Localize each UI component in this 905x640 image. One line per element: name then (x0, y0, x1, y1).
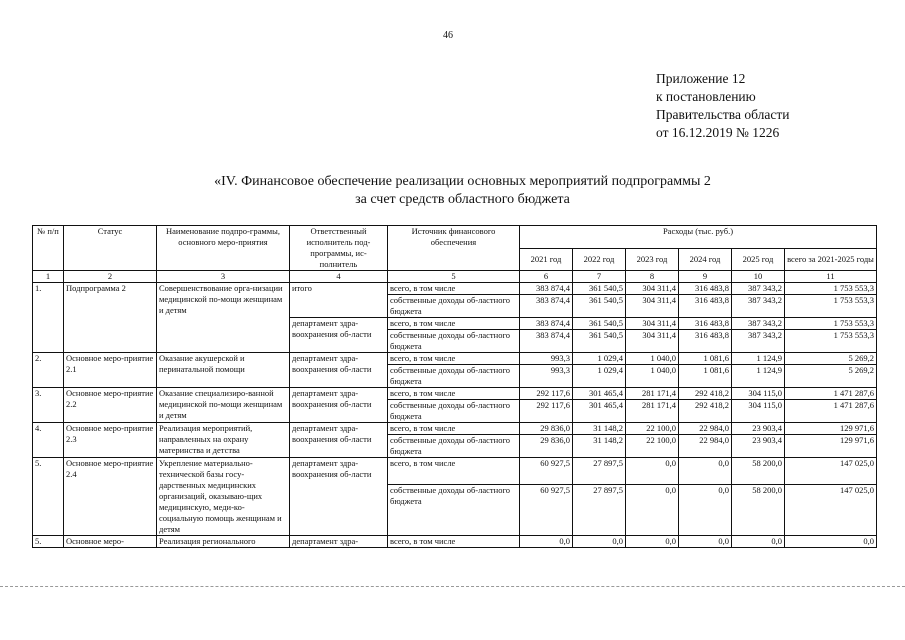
row-year-value: 301 465,4 (573, 400, 626, 423)
appendix-line: от 16.12.2019 № 1226 (656, 125, 780, 140)
row-year-value: 304 311,4 (626, 318, 679, 330)
header-expenses: Расходы (тыс. руб.) (520, 226, 877, 249)
table-row (33, 283, 877, 295)
row-number: 4. (33, 423, 64, 458)
header-num: № п/п (33, 226, 64, 271)
row-total-value: 129 971,6 (785, 423, 877, 435)
row-year-value: 304 115,0 (732, 388, 785, 400)
row-year-value: 23 903,4 (732, 435, 785, 458)
row-year-value: 316 483,8 (679, 330, 732, 353)
row-number: 2. (33, 353, 64, 388)
row-year-value: 304 311,4 (626, 283, 679, 295)
column-number: 4 (290, 271, 388, 283)
column-number: 11 (785, 271, 877, 283)
row-year-value: 58 200,0 (732, 458, 785, 485)
row-year-value: 383 874,4 (520, 318, 573, 330)
title-line: за счет средств областного бюджета (355, 192, 570, 207)
row-year-value: 27 897,5 (573, 484, 626, 535)
header-source: Источник финансового обеспечения (388, 226, 520, 271)
row-executor: департамент здра-воохранения об-ласти (290, 318, 388, 353)
row-year-value: 0,0 (626, 458, 679, 485)
row-status: Подпрограмма 2 (64, 283, 157, 353)
column-number: 1 (33, 271, 64, 283)
row-funding-source: всего, в том числе (388, 318, 520, 330)
table-body (33, 283, 877, 548)
row-name: Совершенствование орга-низации медицинской по-мощи женщинам и детям (157, 283, 290, 353)
row-funding-source: собственные доходы об-ластного бюджета (388, 365, 520, 388)
row-year-value: 387 343,2 (732, 330, 785, 353)
header-year: 2022 год (573, 248, 626, 271)
row-year-value: 993,3 (520, 365, 573, 388)
column-number: 2 (64, 271, 157, 283)
row-year-value: 993,3 (520, 353, 573, 365)
row-executor: департамент здра-воохранения об-ласти (290, 458, 388, 536)
row-year-value: 29 836,0 (520, 423, 573, 435)
row-funding-source: всего, в том числе (388, 353, 520, 365)
header-year: 2021 год (520, 248, 573, 271)
row-year-value: 387 343,2 (732, 295, 785, 318)
row-name: Оказание акушерской и перинатальной помощи (157, 353, 290, 388)
row-year-value: 281 171,4 (626, 388, 679, 400)
row-status: Основное меро- (64, 536, 157, 548)
row-year-value: 0,0 (520, 536, 573, 548)
row-year-value: 1 124,9 (732, 365, 785, 388)
row-year-value: 292 117,6 (520, 400, 573, 423)
appendix-line: к постановлению (656, 89, 756, 104)
row-year-value: 304 115,0 (732, 400, 785, 423)
row-year-value: 292 418,2 (679, 388, 732, 400)
header-year: 2024 год (679, 248, 732, 271)
row-year-value: 22 984,0 (679, 435, 732, 458)
page-cut-line (0, 586, 905, 587)
row-total-value: 0,0 (785, 536, 877, 548)
row-status: Основное меро-приятие 2.2 (64, 388, 157, 423)
row-executor: департамент здра- (290, 536, 388, 548)
row-year-value: 1 081,6 (679, 353, 732, 365)
row-total-value: 147 025,0 (785, 458, 877, 485)
row-year-value: 29 836,0 (520, 435, 573, 458)
table-row (33, 536, 877, 548)
row-year-value: 0,0 (626, 536, 679, 548)
row-year-value: 0,0 (732, 536, 785, 548)
row-year-value: 387 343,2 (732, 283, 785, 295)
row-year-value: 361 540,5 (573, 318, 626, 330)
table-row (33, 458, 877, 485)
row-year-value: 1 040,0 (626, 353, 679, 365)
header-total: всего за 2021-2025 годы (785, 248, 877, 271)
row-total-value: 1 753 553,3 (785, 283, 877, 295)
section-title (0, 173, 905, 209)
row-funding-source: собственные доходы об-ластного бюджета (388, 435, 520, 458)
row-number: 3. (33, 388, 64, 423)
row-year-value: 27 897,5 (573, 458, 626, 485)
row-name: Укрепление материально-технической базы госу-дарственных медицинских организаций, оказываю-щих медицинскую, меди-ко-социальную помощь женщинам и детям (157, 458, 290, 536)
row-number: 5. (33, 536, 64, 548)
row-year-value: 301 465,4 (573, 388, 626, 400)
row-year-value: 383 874,4 (520, 330, 573, 353)
row-year-value: 1 029,4 (573, 365, 626, 388)
row-year-value: 0,0 (679, 458, 732, 485)
row-year-value: 292 418,2 (679, 400, 732, 423)
row-year-value: 0,0 (626, 484, 679, 535)
row-year-value: 23 903,4 (732, 423, 785, 435)
row-year-value: 1 040,0 (626, 365, 679, 388)
row-year-value: 60 927,5 (520, 458, 573, 485)
appendix-line: Приложение 12 (656, 71, 746, 86)
row-funding-source: собственные доходы об-ластного бюджета (388, 400, 520, 423)
row-total-value: 147 025,0 (785, 484, 877, 535)
row-total-value: 5 269,2 (785, 353, 877, 365)
row-name: Оказание специализиро-ванной медицинской по-мощи женщинам и детям (157, 388, 290, 423)
row-year-value: 383 874,4 (520, 295, 573, 318)
column-number: 9 (679, 271, 732, 283)
row-year-value: 0,0 (679, 536, 732, 548)
row-executor: итого (290, 283, 388, 318)
row-number: 5. (33, 458, 64, 536)
row-year-value: 60 927,5 (520, 484, 573, 535)
row-year-value: 1 029,4 (573, 353, 626, 365)
row-year-value: 316 483,8 (679, 283, 732, 295)
row-year-value: 361 540,5 (573, 283, 626, 295)
row-executor: департамент здра-воохранения об-ласти (290, 353, 388, 388)
row-name: Реализация мероприятий, направленных на охрану материнства и детства (157, 423, 290, 458)
appendix-line: Правительства области (656, 107, 790, 122)
row-year-value: 22 984,0 (679, 423, 732, 435)
row-total-value: 5 269,2 (785, 365, 877, 388)
row-year-value: 304 311,4 (626, 295, 679, 318)
header-row (33, 226, 877, 249)
row-executor: департамент здра-воохранения об-ласти (290, 423, 388, 458)
row-funding-source: всего, в том числе (388, 536, 520, 548)
row-status: Основное меро-приятие 2.3 (64, 423, 157, 458)
row-year-value: 31 148,2 (573, 423, 626, 435)
row-total-value: 1 471 287,6 (785, 400, 877, 423)
header-name: Наименование подпро-граммы, основного меро-приятия (157, 226, 290, 271)
row-funding-source: всего, в том числе (388, 388, 520, 400)
header-year: 2023 год (626, 248, 679, 271)
row-year-value: 31 148,2 (573, 435, 626, 458)
column-number: 8 (626, 271, 679, 283)
table-row (33, 353, 877, 365)
row-total-value: 1 471 287,6 (785, 388, 877, 400)
column-number-row (33, 271, 877, 283)
row-year-value: 387 343,2 (732, 318, 785, 330)
row-name: Реализация регионального (157, 536, 290, 548)
column-number: 5 (388, 271, 520, 283)
row-funding-source: всего, в том числе (388, 458, 520, 485)
header-executor: Ответственный исполнитель под-программы, ис-полнитель (290, 226, 388, 271)
row-year-value: 316 483,8 (679, 318, 732, 330)
page-number: 46 (443, 30, 453, 41)
row-number: 1. (33, 283, 64, 353)
row-year-value: 316 483,8 (679, 295, 732, 318)
row-year-value: 304 311,4 (626, 330, 679, 353)
row-funding-source: собственные доходы об-ластного бюджета (388, 484, 520, 535)
row-year-value: 58 200,0 (732, 484, 785, 535)
table-row (33, 388, 877, 400)
row-funding-source: всего, в том числе (388, 423, 520, 435)
row-total-value: 129 971,6 (785, 435, 877, 458)
row-executor: департамент здра-воохранения об-ласти (290, 388, 388, 423)
row-year-value: 22 100,0 (626, 435, 679, 458)
title-line: «IV. Финансовое обеспечение реализации основных мероприятий подпрограммы 2 (214, 174, 711, 189)
appendix-block (656, 70, 789, 142)
header-year: 2025 год (732, 248, 785, 271)
row-year-value: 22 100,0 (626, 423, 679, 435)
row-year-value: 1 124,9 (732, 353, 785, 365)
row-year-value: 0,0 (679, 484, 732, 535)
row-total-value: 1 753 553,3 (785, 330, 877, 353)
row-year-value: 361 540,5 (573, 330, 626, 353)
header-status: Статус (64, 226, 157, 271)
row-funding-source: собственные доходы об-ластного бюджета (388, 330, 520, 353)
row-total-value: 1 753 553,3 (785, 295, 877, 318)
row-year-value: 292 117,6 (520, 388, 573, 400)
table-row (33, 423, 877, 435)
row-year-value: 281 171,4 (626, 400, 679, 423)
row-year-value: 383 874,4 (520, 283, 573, 295)
column-number: 7 (573, 271, 626, 283)
row-total-value: 1 753 553,3 (785, 318, 877, 330)
row-year-value: 1 081,6 (679, 365, 732, 388)
finance-table (32, 225, 877, 548)
row-status: Основное меро-приятие 2.1 (64, 353, 157, 388)
column-number: 3 (157, 271, 290, 283)
row-funding-source: собственные доходы об-ластного бюджета (388, 295, 520, 318)
row-status: Основное меро-приятие 2.4 (64, 458, 157, 536)
row-year-value: 0,0 (573, 536, 626, 548)
column-number: 10 (732, 271, 785, 283)
row-year-value: 361 540,5 (573, 295, 626, 318)
row-funding-source: всего, в том числе (388, 283, 520, 295)
column-number: 6 (520, 271, 573, 283)
